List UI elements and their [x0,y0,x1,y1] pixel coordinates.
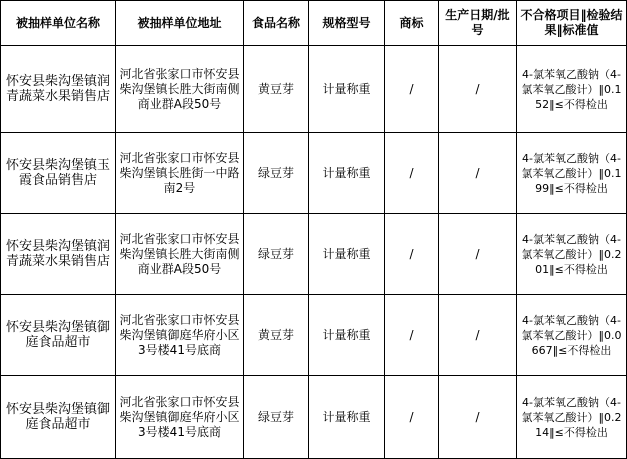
unit-address-cell: 河北省张家口市怀安县柴沟堡镇长胜大街南侧商业群A段50号 [116,46,244,133]
unit-address-cell: 河北省张家口市怀安县柴沟堡镇长胜大街南侧商业群A段50号 [116,214,244,295]
brand-cell: / [385,214,439,295]
brand-cell: / [385,46,439,133]
result-cell: 4-氯苯氧乙酸钠（4-氯苯氧乙酸计）‖0.199‖≤不得检出 [517,133,627,214]
header-unit-name: 被抽样单位名称 [1,1,116,46]
brand-cell: / [385,295,439,376]
spec-cell: 计量称重 [309,133,385,214]
food-name-cell: 黄豆芽 [244,46,309,133]
header-unit-address: 被抽样单位地址 [116,1,244,46]
spec-cell: 计量称重 [309,376,385,459]
result-cell: 4-氯苯氧乙酸钠（4-氯苯氧乙酸计）‖0.0667‖≤不得检出 [517,295,627,376]
header-production-date: 生产日期/批号 [439,1,517,46]
food-name-cell: 绿豆芽 [244,214,309,295]
brand-cell: / [385,376,439,459]
spec-cell: 计量称重 [309,46,385,133]
header-result: 不合格项目‖检验结果‖标准值 [517,1,627,46]
production-date-cell: / [439,295,517,376]
production-date-cell: / [439,376,517,459]
table-row [1,376,627,459]
spec-cell: 计量称重 [309,295,385,376]
production-date-cell: / [439,46,517,133]
unit-address-cell: 河北省张家口市怀安县柴沟堡镇长胜街一中路南2号 [116,133,244,214]
table-row [1,214,627,295]
unit-name-cell: 怀安县柴沟堡镇润青蔬菜水果销售店 [1,214,116,295]
spec-cell: 计量称重 [309,214,385,295]
unit-name-cell: 怀安县柴沟堡镇玉霞食品销售店 [1,133,116,214]
header-food-name: 食品名称 [244,1,309,46]
unit-name-cell: 怀安县柴沟堡镇御庭食品超市 [1,376,116,459]
table-row [1,133,627,214]
food-name-cell: 绿豆芽 [244,133,309,214]
brand-cell: / [385,133,439,214]
unit-name-cell: 怀安县柴沟堡镇润青蔬菜水果销售店 [1,46,116,133]
food-name-cell: 黄豆芽 [244,295,309,376]
table-row [1,46,627,133]
production-date-cell: / [439,214,517,295]
table-row [1,295,627,376]
unit-address-cell: 河北省张家口市怀安县柴沟堡镇御庭华府小区3号楼41号底商 [116,376,244,459]
table-header-row [1,1,627,46]
unit-address-cell: 河北省张家口市怀安县柴沟堡镇御庭华府小区3号楼41号底商 [116,295,244,376]
unit-name-cell: 怀安县柴沟堡镇御庭食品超市 [1,295,116,376]
food-name-cell: 绿豆芽 [244,376,309,459]
result-cell: 4-氯苯氧乙酸钠（4-氯苯氧乙酸计）‖0.214‖≤不得检出 [517,376,627,459]
result-cell: 4-氯苯氧乙酸钠（4-氯苯氧乙酸计）‖0.152‖≤不得检出 [517,46,627,133]
header-brand: 商标 [385,1,439,46]
result-cell: 4-氯苯氧乙酸钠（4-氯苯氧乙酸计）‖0.201‖≤不得检出 [517,214,627,295]
header-spec: 规格型号 [309,1,385,46]
production-date-cell: / [439,133,517,214]
